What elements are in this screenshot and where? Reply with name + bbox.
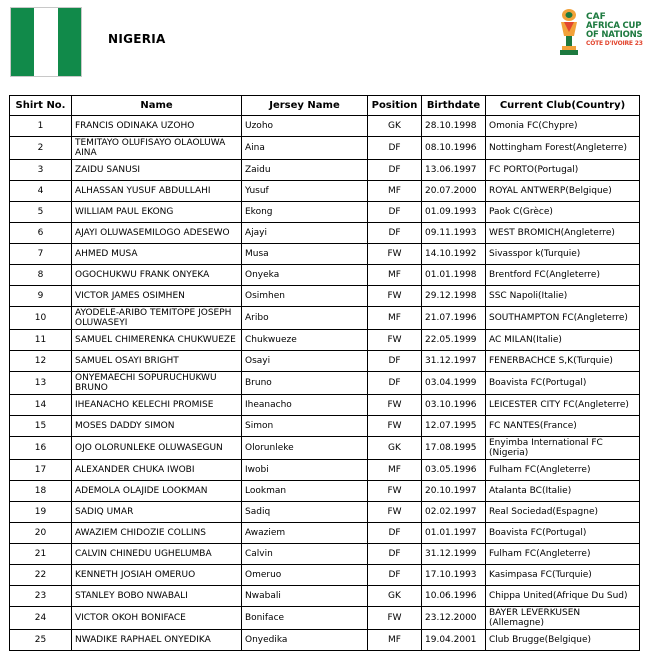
birthdate-cell: 31.12.1997: [422, 351, 486, 372]
club-cell: Brentford FC(Angleterre): [486, 265, 640, 286]
position-cell: DF: [368, 351, 422, 372]
shirt-number-cell: 4: [10, 181, 72, 202]
birthdate-cell: 12.07.1995: [422, 416, 486, 437]
jersey-name-cell: Simon: [242, 416, 368, 437]
player-name-cell: ZAIDU SANUSI: [72, 160, 242, 181]
birthdate-cell: 17.10.1993: [422, 565, 486, 586]
birthdate-cell: 14.10.1992: [422, 244, 486, 265]
column-header-jersey-name: Jersey Name: [242, 96, 368, 116]
shirt-number-cell: 1: [10, 116, 72, 137]
club-cell: Kasimpasa FC(Turquie): [486, 565, 640, 586]
shirt-number-cell: 3: [10, 160, 72, 181]
player-name-cell: MOSES DADDY SIMON: [72, 416, 242, 437]
player-name-cell: SADIQ UMAR: [72, 502, 242, 523]
position-cell: FW: [368, 416, 422, 437]
table-row: [10, 502, 640, 523]
shirt-number-cell: 21: [10, 544, 72, 565]
jersey-name-cell: Bruno: [242, 372, 368, 395]
shirt-number-cell: 13: [10, 372, 72, 395]
shirt-number-cell: 10: [10, 307, 72, 330]
table-row: [10, 181, 640, 202]
player-name-cell: ALEXANDER CHUKA IWOBI: [72, 460, 242, 481]
player-name-cell: NWADIKE RAPHAEL ONYEDIKA: [72, 630, 242, 651]
position-cell: DF: [368, 372, 422, 395]
position-cell: DF: [368, 202, 422, 223]
player-name-cell: TEMITAYO OLUFISAYO OLAOLUWA AINA: [72, 137, 242, 160]
shirt-number-cell: 25: [10, 630, 72, 651]
jersey-name-cell: Ajayi: [242, 223, 368, 244]
position-cell: DF: [368, 160, 422, 181]
player-name-cell: VICTOR OKOH BONIFACE: [72, 607, 242, 630]
position-cell: DF: [368, 523, 422, 544]
club-cell: SSC Napoli(Italie): [486, 286, 640, 307]
squad-table: [9, 95, 640, 651]
shirt-number-cell: 20: [10, 523, 72, 544]
birthdate-cell: 23.12.2000: [422, 607, 486, 630]
table-row: [10, 416, 640, 437]
jersey-name-cell: Aribo: [242, 307, 368, 330]
birthdate-cell: 01.09.1993: [422, 202, 486, 223]
table-header-row: [10, 96, 640, 116]
table-row: [10, 137, 640, 160]
flag-green-stripe-right: [58, 8, 81, 76]
table-row: [10, 202, 640, 223]
jersey-name-cell: Iheanacho: [242, 395, 368, 416]
position-cell: GK: [368, 116, 422, 137]
club-cell: Boavista FC(Portugal): [486, 372, 640, 395]
table-row: [10, 565, 640, 586]
shirt-number-cell: 23: [10, 586, 72, 607]
column-header-current-club: Current Club(Country): [486, 96, 640, 116]
position-cell: MF: [368, 460, 422, 481]
jersey-name-cell: Ekong: [242, 202, 368, 223]
table-row: [10, 244, 640, 265]
jersey-name-cell: Onyedika: [242, 630, 368, 651]
shirt-number-cell: 9: [10, 286, 72, 307]
club-cell: Real Sociedad(Espagne): [486, 502, 640, 523]
club-cell: Fulham FC(Angleterre): [486, 544, 640, 565]
jersey-name-cell: Osimhen: [242, 286, 368, 307]
player-name-cell: IHEANACHO KELECHI PROMISE: [72, 395, 242, 416]
player-name-cell: VICTOR JAMES OSIMHEN: [72, 286, 242, 307]
position-cell: MF: [368, 181, 422, 202]
position-cell: DF: [368, 544, 422, 565]
table-row: [10, 586, 640, 607]
shirt-number-cell: 5: [10, 202, 72, 223]
club-cell: FC NANTES(France): [486, 416, 640, 437]
position-cell: FW: [368, 607, 422, 630]
birthdate-cell: 01.01.1997: [422, 523, 486, 544]
shirt-number-cell: 17: [10, 460, 72, 481]
shirt-number-cell: 24: [10, 607, 72, 630]
player-name-cell: WILLIAM PAUL EKONG: [72, 202, 242, 223]
birthdate-cell: 13.06.1997: [422, 160, 486, 181]
club-cell: Paok C(Grèce): [486, 202, 640, 223]
club-cell: SOUTHAMPTON FC(Angleterre): [486, 307, 640, 330]
shirt-number-cell: 18: [10, 481, 72, 502]
player-name-cell: ADEMOLA OLAJIDE LOOKMAN: [72, 481, 242, 502]
column-header-position: Position: [368, 96, 422, 116]
jersey-name-cell: Omeruo: [242, 565, 368, 586]
birthdate-cell: 03.04.1999: [422, 372, 486, 395]
player-name-cell: OJO OLORUNLEKE OLUWASEGUN: [72, 437, 242, 460]
position-cell: FW: [368, 502, 422, 523]
table-row: [10, 481, 640, 502]
table-row: [10, 544, 640, 565]
club-cell: Sivasspor k(Turquie): [486, 244, 640, 265]
trophy-icon: [556, 8, 582, 58]
shirt-number-cell: 12: [10, 351, 72, 372]
logo-caf-text: CAF: [586, 12, 606, 22]
club-cell: Nottingham Forest(Angleterre): [486, 137, 640, 160]
player-name-cell: FRANCIS ODINAKA UZOHO: [72, 116, 242, 137]
shirt-number-cell: 15: [10, 416, 72, 437]
birthdate-cell: 22.05.1999: [422, 330, 486, 351]
birthdate-cell: 28.10.1998: [422, 116, 486, 137]
player-name-cell: ONYEMAECHI SOPURUCHUKWU BRUNO: [72, 372, 242, 395]
shirt-number-cell: 19: [10, 502, 72, 523]
column-header-birthdate: Birthdate: [422, 96, 486, 116]
club-cell: FENERBACHCE S,K(Turquie): [486, 351, 640, 372]
table-row: [10, 116, 640, 137]
position-cell: MF: [368, 307, 422, 330]
position-cell: DF: [368, 137, 422, 160]
table-row: [10, 160, 640, 181]
player-name-cell: AYODELE-ARIBO TEMITOPE JOSEPH OLUWASEYI: [72, 307, 242, 330]
club-cell: BAYER LEVERKUSEN (Allemagne): [486, 607, 640, 630]
shirt-number-cell: 7: [10, 244, 72, 265]
player-name-cell: OGOCHUKWU FRANK ONYEKA: [72, 265, 242, 286]
birthdate-cell: 01.01.1998: [422, 265, 486, 286]
table-row: [10, 330, 640, 351]
jersey-name-cell: Yusuf: [242, 181, 368, 202]
table-row: [10, 286, 640, 307]
birthdate-cell: 31.12.1999: [422, 544, 486, 565]
shirt-number-cell: 14: [10, 395, 72, 416]
afcon-logo: [552, 6, 644, 60]
country-title: NIGERIA: [108, 32, 166, 46]
table-row: [10, 395, 640, 416]
club-cell: Fulham FC(Angleterre): [486, 460, 640, 481]
birthdate-cell: 03.05.1996: [422, 460, 486, 481]
logo-line-3: CÔTE D'IVOIRE 23: [586, 40, 643, 47]
birthdate-cell: 08.10.1996: [422, 137, 486, 160]
position-cell: FW: [368, 330, 422, 351]
birthdate-cell: 09.11.1993: [422, 223, 486, 244]
birthdate-cell: 21.07.1996: [422, 307, 486, 330]
table-row: [10, 630, 640, 651]
jersey-name-cell: Nwabali: [242, 586, 368, 607]
player-name-cell: AHMED MUSA: [72, 244, 242, 265]
shirt-number-cell: 22: [10, 565, 72, 586]
player-name-cell: KENNETH JOSIAH OMERUO: [72, 565, 242, 586]
player-name-cell: SAMUEL CHIMERENKA CHUKWUEZE: [72, 330, 242, 351]
position-cell: MF: [368, 630, 422, 651]
shirt-number-cell: 16: [10, 437, 72, 460]
club-cell: Atalanta BC(Italie): [486, 481, 640, 502]
table-row: [10, 607, 640, 630]
player-name-cell: STANLEY BOBO NWABALI: [72, 586, 242, 607]
club-cell: Omonia FC(Chypre): [486, 116, 640, 137]
player-name-cell: AWAZIEM CHIDOZIE COLLINS: [72, 523, 242, 544]
shirt-number-cell: 6: [10, 223, 72, 244]
column-header-shirt-no: Shirt No.: [10, 96, 72, 116]
table-body: [10, 116, 640, 651]
shirt-number-cell: 11: [10, 330, 72, 351]
flag-white-stripe: [34, 8, 57, 76]
table-row: [10, 351, 640, 372]
flag-green-stripe-left: [11, 8, 34, 76]
table-row: [10, 460, 640, 481]
jersey-name-cell: Musa: [242, 244, 368, 265]
shirt-number-cell: 2: [10, 137, 72, 160]
logo-line-2: OF NATIONS: [586, 30, 643, 40]
jersey-name-cell: Aina: [242, 137, 368, 160]
position-cell: GK: [368, 437, 422, 460]
birthdate-cell: 20.10.1997: [422, 481, 486, 502]
player-name-cell: CALVIN CHINEDU UGHELUMBA: [72, 544, 242, 565]
club-cell: FC PORTO(Portugal): [486, 160, 640, 181]
jersey-name-cell: Zaidu: [242, 160, 368, 181]
club-cell: LEICESTER CITY FC(Angleterre): [486, 395, 640, 416]
jersey-name-cell: Olorunleke: [242, 437, 368, 460]
player-name-cell: ALHASSAN YUSUF ABDULLAHI: [72, 181, 242, 202]
birthdate-cell: 19.04.2001: [422, 630, 486, 651]
jersey-name-cell: Sadiq: [242, 502, 368, 523]
birthdate-cell: 29.12.1998: [422, 286, 486, 307]
position-cell: MF: [368, 265, 422, 286]
position-cell: FW: [368, 286, 422, 307]
jersey-name-cell: Osayi: [242, 351, 368, 372]
club-cell: Chippa United(Afrique Du Sud): [486, 586, 640, 607]
jersey-name-cell: Boniface: [242, 607, 368, 630]
position-cell: FW: [368, 395, 422, 416]
jersey-name-cell: Onyeka: [242, 265, 368, 286]
club-cell: AC MILAN(Italie): [486, 330, 640, 351]
table-row: [10, 307, 640, 330]
position-cell: DF: [368, 223, 422, 244]
birthdate-cell: 10.06.1996: [422, 586, 486, 607]
club-cell: WEST BROMICH(Angleterre): [486, 223, 640, 244]
table-row: [10, 265, 640, 286]
jersey-name-cell: Calvin: [242, 544, 368, 565]
position-cell: FW: [368, 481, 422, 502]
logo-text: [586, 12, 643, 48]
birthdate-cell: 20.07.2000: [422, 181, 486, 202]
nigeria-flag: [10, 7, 82, 77]
column-header-name: Name: [72, 96, 242, 116]
position-cell: DF: [368, 565, 422, 586]
position-cell: GK: [368, 586, 422, 607]
birthdate-cell: 02.02.1997: [422, 502, 486, 523]
shirt-number-cell: 8: [10, 265, 72, 286]
birthdate-cell: 17.08.1995: [422, 437, 486, 460]
logo-line-1: AFRICA CUP: [586, 21, 642, 31]
club-cell: Enyimba International FC (Nigeria): [486, 437, 640, 460]
table-row: [10, 372, 640, 395]
table-row: [10, 437, 640, 460]
jersey-name-cell: Uzoho: [242, 116, 368, 137]
table-row: [10, 523, 640, 544]
player-name-cell: SAMUEL OSAYI BRIGHT: [72, 351, 242, 372]
player-name-cell: AJAYI OLUWASEMILOGO ADESEWO: [72, 223, 242, 244]
jersey-name-cell: Awaziem: [242, 523, 368, 544]
birthdate-cell: 03.10.1996: [422, 395, 486, 416]
jersey-name-cell: Iwobi: [242, 460, 368, 481]
table-row: [10, 223, 640, 244]
club-cell: Boavista FC(Portugal): [486, 523, 640, 544]
jersey-name-cell: Chukwueze: [242, 330, 368, 351]
club-cell: ROYAL ANTWERP(Belgique): [486, 181, 640, 202]
jersey-name-cell: Lookman: [242, 481, 368, 502]
position-cell: FW: [368, 244, 422, 265]
club-cell: Club Brugge(Belgique): [486, 630, 640, 651]
